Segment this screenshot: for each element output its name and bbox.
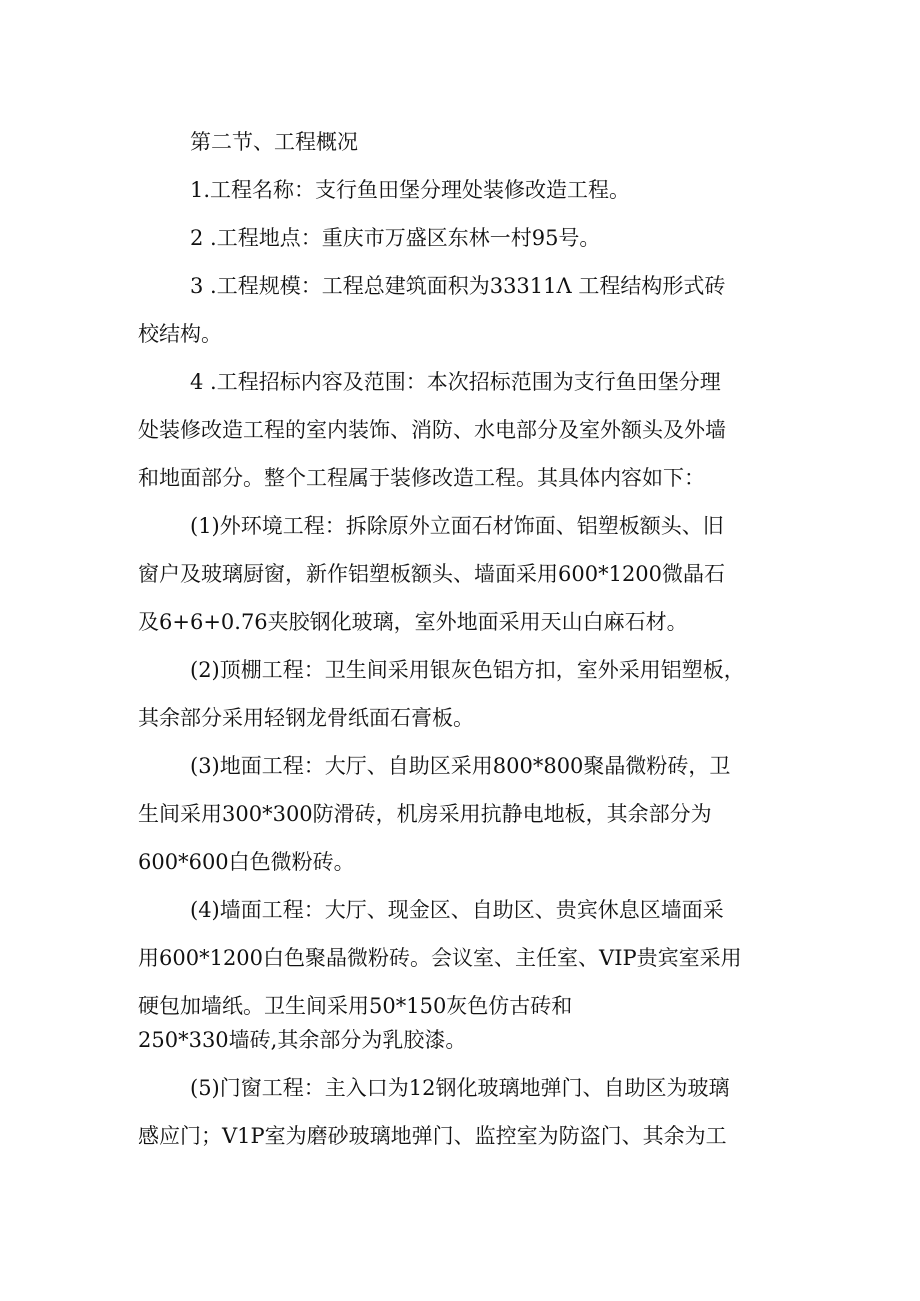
text-line: 4 .工程招标内容及范围：本次招标范围为支行鱼田堡分理 bbox=[190, 370, 721, 394]
text-line: 2 .工程地点：重庆市万盛区东林一村95号。 bbox=[190, 226, 601, 250]
text-line: 250*330墙砖,其余部分为乳胶漆。 bbox=[138, 1028, 467, 1052]
text-line: 及6+6+0.76夹胶钢化玻璃，室外地面采用天山白麻石材。 bbox=[138, 610, 688, 634]
text-line: 和地面部分。整个工程属于装修改造工程。其具体内容如下： bbox=[138, 466, 705, 490]
text-line: 3 .工程规模：工程总建筑面积为33311Λ 工程结构形式砖 bbox=[190, 274, 726, 298]
text-line: (2)顶棚工程：卫生间采用银灰色铝方扣，室外采用铝塑板， bbox=[190, 658, 745, 682]
text-line: (5)门窗工程：主入口为12钢化玻璃地弹门、自助区为玻璃 bbox=[190, 1076, 730, 1100]
text-line: 生间采用300*300防滑砖，机房采用抗静电地板，其余部分为 bbox=[138, 802, 712, 826]
section-title: 第二节、工程概况 bbox=[190, 130, 358, 154]
text-line: 其余部分采用轻钢龙骨纸面石膏板。 bbox=[138, 706, 474, 730]
text-line: (4)墙面工程：大厅、现金区、自助区、贵宾休息区墙面采 bbox=[190, 898, 724, 922]
paragraph-lines bbox=[138, 166, 788, 1160]
text-line: 1.工程名称：支行鱼田堡分理处装修改造工程。 bbox=[190, 178, 631, 202]
text-line: 校结构。 bbox=[138, 322, 222, 346]
text-line: (1)外环境工程：拆除原外立面石材饰面、铝塑板额头、旧 bbox=[190, 514, 724, 538]
text-line: 处装修改造工程的室内装饰、消防、水电部分及室外额头及外墙 bbox=[138, 418, 726, 442]
document-body bbox=[138, 118, 788, 1160]
text-line: 硬包加墙纸。卫生间采用50*150灰色仿古砖和 bbox=[138, 994, 573, 1018]
text-line: 感应门；V1P室为磨砂玻璃地弹门、监控室为防盗门、其余为工 bbox=[138, 1124, 727, 1148]
text-line: 窗户及玻璃厨窗，新作铝塑板额头、墙面采用600*1200微晶石 bbox=[138, 562, 726, 586]
text-line: (3)地面工程：大厅、自助区采用800*800聚晶微粉砖，卫 bbox=[190, 754, 731, 778]
text-line: 600*600白色微粉砖。 bbox=[138, 850, 355, 874]
text-line: 用600*1200白色聚晶微粉砖。会议室、主任室、VIP贵宾室采用 bbox=[138, 946, 742, 970]
